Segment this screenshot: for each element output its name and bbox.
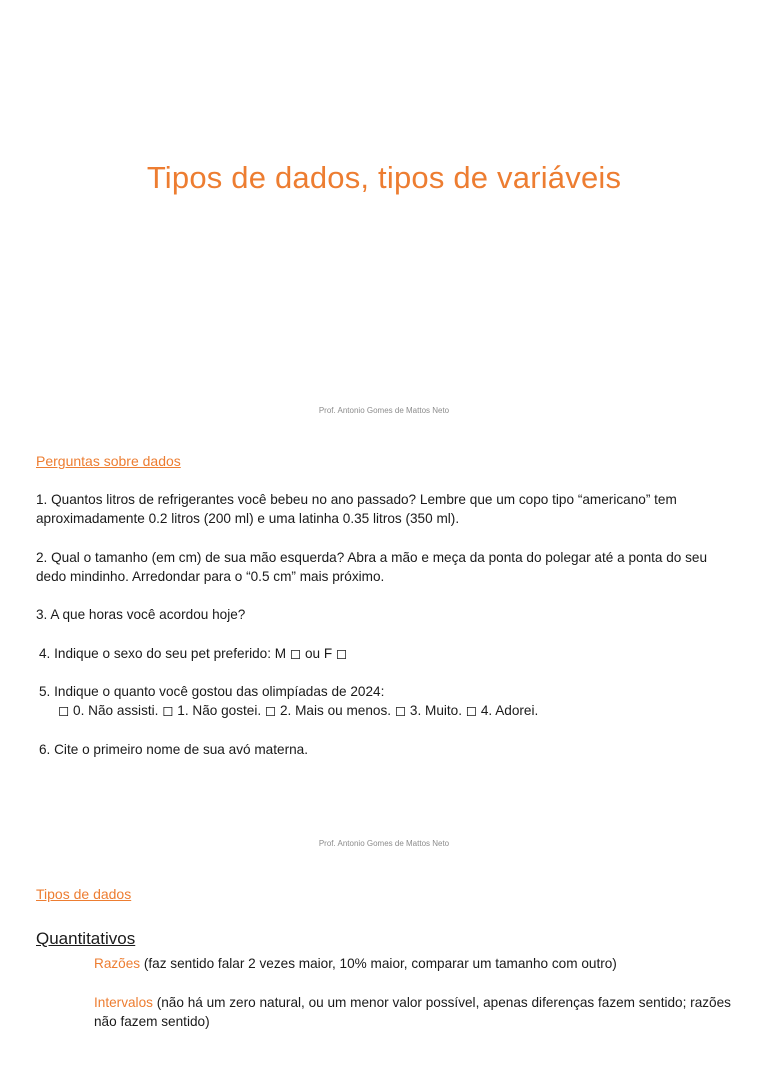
- question-5: [39, 682, 739, 720]
- questions-slide: [0, 433, 768, 866]
- question-4: 4. Indique o sexo do seu pet preferido: M ◻ ou F ◻: [39, 646, 348, 661]
- intervalos-definition: [94, 993, 734, 1031]
- data-types-slide: [0, 866, 768, 1066]
- intervalos-term: Intervalos: [94, 995, 153, 1010]
- quantitativos-heading: Quantitativos: [36, 929, 136, 948]
- title-slide: [0, 0, 768, 433]
- razoes-term: Razões: [94, 956, 141, 971]
- question-6: 6. Cite o primeiro nome de sua avó materna.: [39, 742, 308, 757]
- questions-heading: Perguntas sobre dados: [36, 453, 181, 469]
- slide-footer: Prof. Antonio Gomes de Mattos Neto: [318, 406, 450, 415]
- question-5-options: ◻ 0. Não assisti. ◻ 1. Não gostei. ◻ 2. Mais ou menos. ◻ 3. Muito. ◻ 4. Adorei.: [58, 703, 539, 718]
- slide-footer: Prof. Antonio Gomes de Mattos Neto: [318, 839, 450, 848]
- question-2: 2. Qual o tamanho (em cm) de sua mão esquerda? Abra a mão e meça da ponta do polegar até a ponta do seu dedo mindinho. Arredondar para o “0.5 cm” mais próximo.: [36, 550, 708, 584]
- question-3: 3. A que horas você acordou hoje?: [36, 607, 246, 622]
- question-5-text: 5. Indique o quanto você gostou das olimpíadas de 2024:: [39, 684, 385, 699]
- intervalos-description: (não há um zero natural, ou um menor valor possível, apenas diferenças fazem sentido; razões não fazem sentido): [94, 995, 731, 1029]
- razoes-description: (faz sentido falar 2 vezes maior, 10% maior, comparar um tamanho com outro): [140, 956, 617, 971]
- data-types-heading: Tipos de dados: [36, 886, 132, 902]
- question-1: 1. Quantos litros de refrigerantes você bebeu no ano passado? Lembre que um copo tipo “americano” tem aproximadamente 0.2 litros (200 ml) e uma latinha 0.35 litros (350 ml).: [36, 492, 677, 526]
- razoes-definition: [94, 954, 734, 973]
- slide-title: Tipos de dados, tipos de variáveis: [146, 160, 622, 195]
